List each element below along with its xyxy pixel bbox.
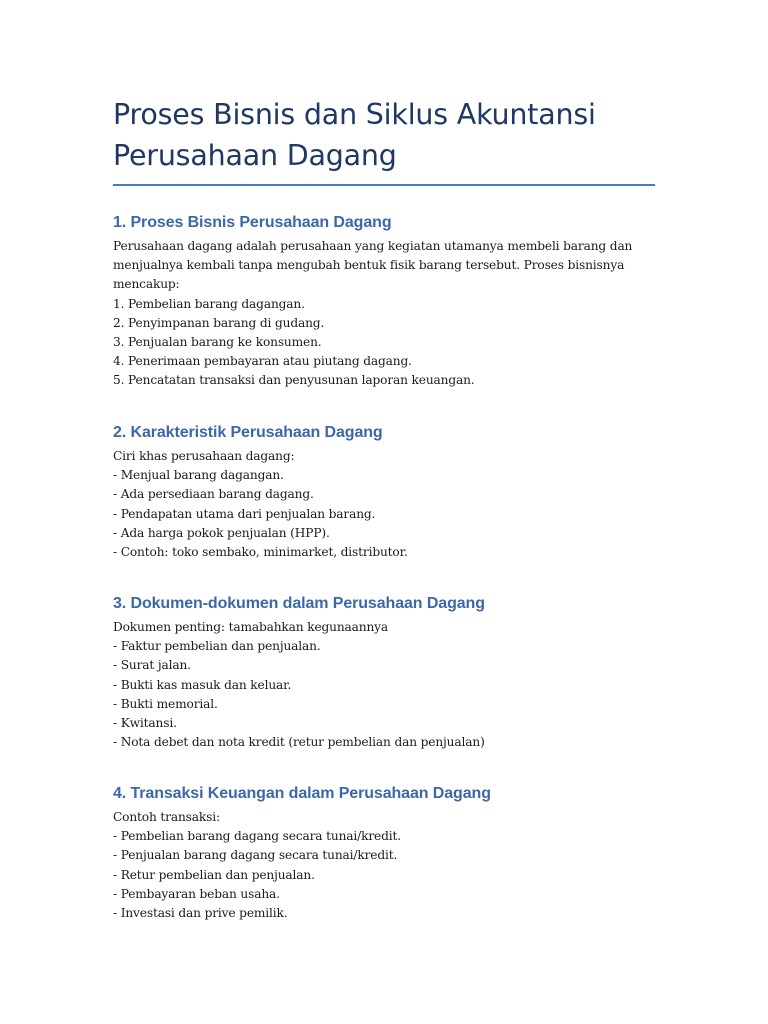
section-heading: 2. Karakteristik Perusahaan Dagang xyxy=(113,424,383,441)
list-item: - Bukti kas masuk dan keluar. xyxy=(113,677,292,692)
title-underline-divider xyxy=(113,184,655,186)
section-proses-bisnis xyxy=(113,212,655,391)
list-item: 2. Penyimpanan barang di gudang. xyxy=(113,315,325,330)
section-heading: 3. Dokumen-dokumen dalam Perusahaan Dagang xyxy=(113,595,485,612)
paragraph-line: Perusahaan dagang adalah perusahaan yang kegiatan utamanya membeli barang dan xyxy=(113,239,633,253)
list-item: - Pembelian barang dagang secara tunai/kredit. xyxy=(113,829,401,844)
section-body xyxy=(113,447,655,562)
paragraph-line: menjualnya kembali tanpa mengubah bentuk fisik barang tersebut. Proses bisnisnya xyxy=(113,258,625,273)
list-item: - Faktur pembelian dan penjualan. xyxy=(113,639,321,654)
title-line: Proses Bisnis dan Siklus Akuntansi xyxy=(113,98,596,131)
paragraph-line: Dokumen penting: tamabahkan kegunaannya xyxy=(113,620,389,634)
list-item: - Contoh: toko sembako, minimarket, distributor. xyxy=(113,545,408,560)
section-heading: 4. Transaksi Keuangan dalam Perusahaan Dagang xyxy=(113,785,491,802)
document-title xyxy=(113,0,655,176)
list-item: 4. Penerimaan pembayaran atau piutang dagang. xyxy=(113,354,412,369)
list-item: - Menjual barang dagangan. xyxy=(113,468,284,483)
document-page xyxy=(113,0,655,921)
list-item: - Ada harga pokok penjualan (HPP). xyxy=(113,525,330,540)
list-item: - Bukti memorial. xyxy=(113,696,218,711)
list-item: 5. Pencatatan transaksi dan penyusunan laporan keuangan. xyxy=(113,373,475,388)
section-body xyxy=(113,808,655,923)
paragraph-line: Ciri khas perusahaan dagang: xyxy=(113,449,295,463)
list-item: - Retur pembelian dan penjualan. xyxy=(113,867,315,882)
title-line: Perusahaan Dagang xyxy=(113,139,397,172)
paragraph-line: mencakup: xyxy=(113,277,180,292)
list-item: - Pembayaran beban usaha. xyxy=(113,886,280,901)
section-transaksi xyxy=(113,783,655,923)
section-body xyxy=(113,237,655,391)
paragraph-line: Contoh transaksi: xyxy=(113,810,220,824)
list-item: 1. Pembelian barang dagangan. xyxy=(113,296,305,311)
section-dokumen xyxy=(113,593,655,752)
section-heading: 1. Proses Bisnis Perusahaan Dagang xyxy=(113,214,392,231)
list-item: 3. Penjualan barang ke konsumen. xyxy=(113,335,322,350)
list-item: - Ada persediaan barang dagang. xyxy=(113,487,314,502)
list-item: - Nota debet dan nota kredit (retur pembelian dan penjualan) xyxy=(113,735,485,750)
section-body xyxy=(113,618,655,752)
list-item: - Surat jalan. xyxy=(113,658,191,673)
list-item: - Kwitansi. xyxy=(113,716,177,731)
section-karakteristik xyxy=(113,422,655,562)
list-item: - Investasi dan prive pemilik. xyxy=(113,906,288,921)
list-item: - Penjualan barang dagang secara tunai/kredit. xyxy=(113,848,398,863)
list-item: - Pendapatan utama dari penjualan barang. xyxy=(113,506,376,521)
